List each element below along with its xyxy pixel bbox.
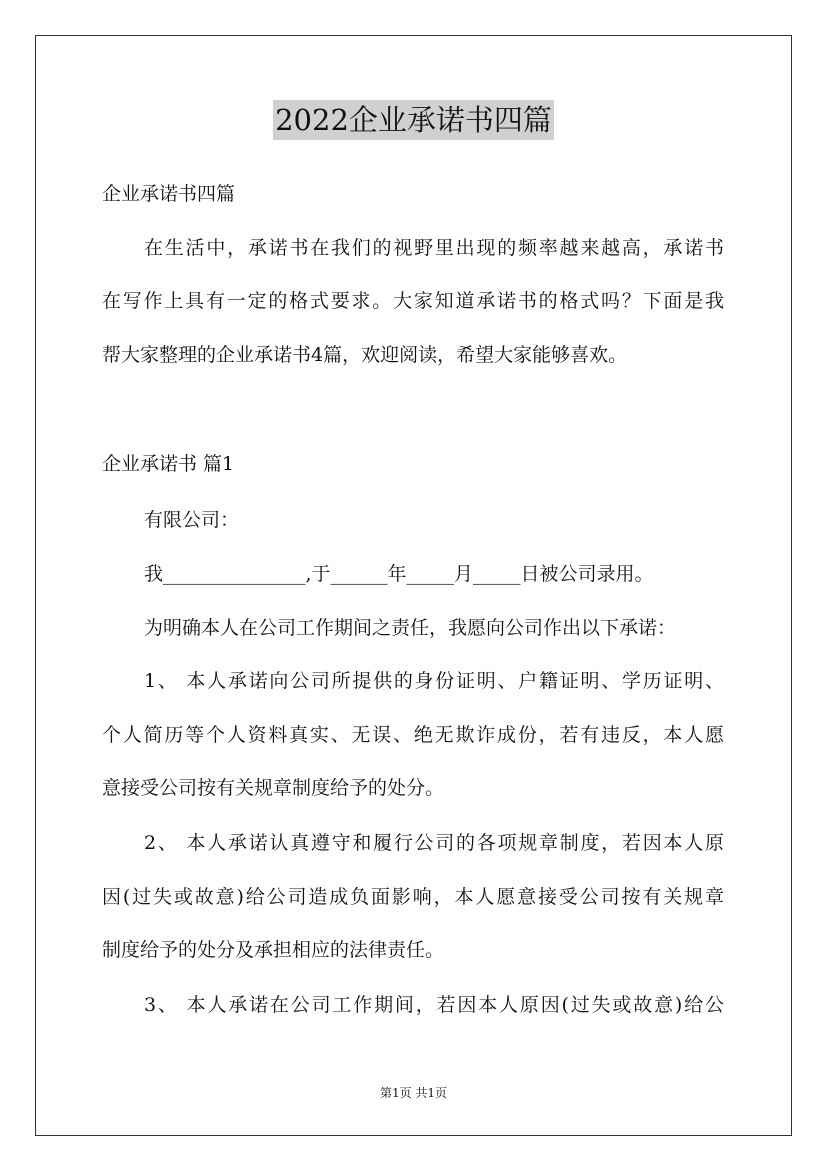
item2-line-3: 制度给予的处分及承担相应的法律责任。 xyxy=(102,939,445,961)
hire-line: 我_______________,于______年_____月_____日被公司录用。 xyxy=(144,563,654,585)
item2-line-2: 因(过失或故意)给公司造成负面影响，本人愿意接受公司按有关规章 xyxy=(102,886,724,908)
item1-line-1: 1、 本人承诺向公司所提供的身份证明、户籍证明、学历证明、 xyxy=(144,670,724,692)
page-footer: 第1页 共1页 xyxy=(379,1086,448,1100)
intro-line-3: 帮大家整理的企业承诺书4篇，欢迎阅读，希望大家能够喜欢。 xyxy=(102,344,628,366)
document-title: 2022企业承诺书四篇 xyxy=(273,100,554,140)
item2-line-1: 2、 本人承诺认真遵守和履行公司的各项规章制度，若因本人原 xyxy=(144,832,724,854)
item1-line-2: 个人简历等个人资料真实、无误、绝无欺诈成份，若有违反，本人愿 xyxy=(102,724,724,746)
section-heading: 企业承诺书 篇1 xyxy=(102,453,235,475)
document-title-wrap xyxy=(0,100,827,140)
item1-line-3: 意接受公司按有关规章制度给予的处分。 xyxy=(102,777,445,799)
intro-line-1: 在生活中，承诺书在我们的视野里出现的频率越来越高，承诺书 xyxy=(144,237,724,259)
statement: 为明确本人在公司工作期间之责任，我愿向公司作出以下承诺： xyxy=(144,617,677,639)
item3-line-1: 3、 本人承诺在公司工作期间，若因本人原因(过失或故意)给公 xyxy=(144,994,724,1016)
addressee: 有限公司： xyxy=(144,509,240,531)
document-subtitle: 企业承诺书四篇 xyxy=(102,183,236,205)
intro-line-2: 在写作上具有一定的格式要求。大家知道承诺书的格式吗？下面是我 xyxy=(102,290,724,312)
